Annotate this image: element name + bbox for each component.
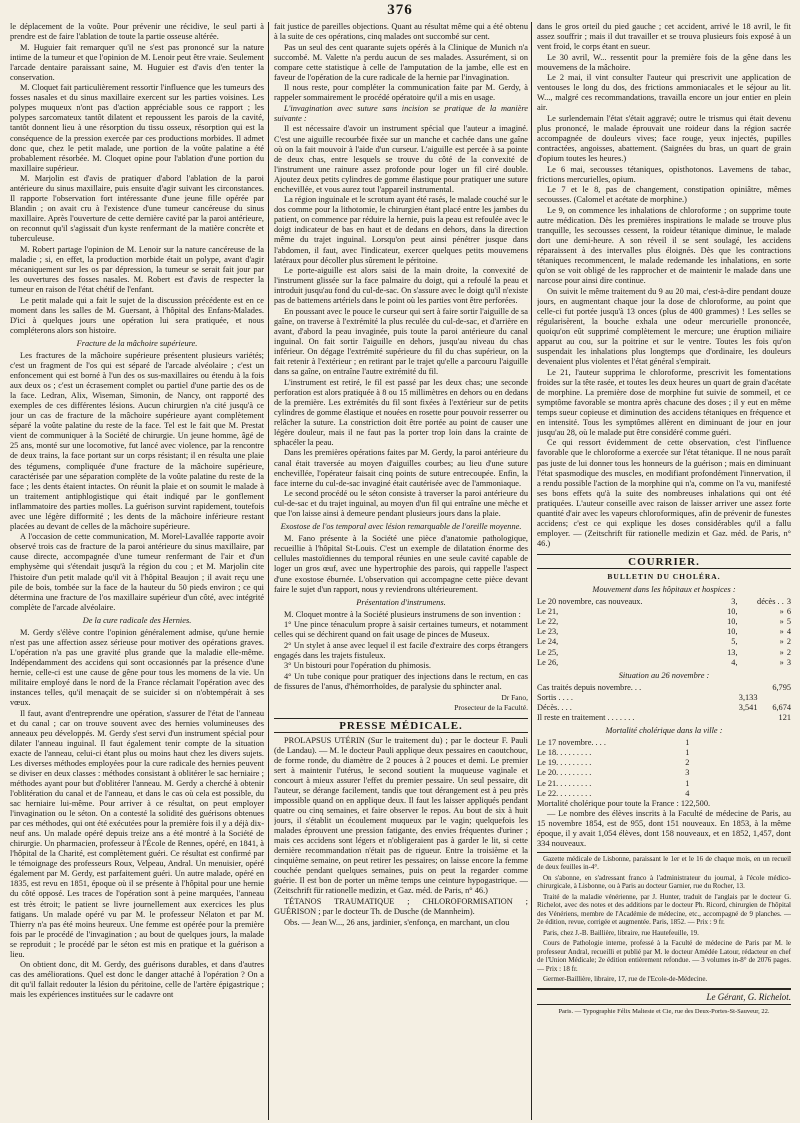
bibliography-entry: Germer-Baillière, libraire, 17, rue de l'Ecole-de-Médecine. xyxy=(543,975,708,983)
mortality-row xyxy=(537,748,689,758)
movement-cell: 6 xyxy=(786,607,791,617)
movement-cell: 3, xyxy=(731,597,738,607)
mortality-cell: 1 xyxy=(685,748,690,758)
movement-cell: Le 24, xyxy=(537,637,559,647)
paragraph: On suivit le même traitement du 9 au 20 mai, c'est-à-dire pendant douze jours, en augmentant chaque jour la dose de chloroforme, au point que celle-ci fut portée jusqu'à 13 onces (plus de 400 grammes) ! Les selles se régularisèrent, la bouche exhala une odeur mercurielle prononcée, quoiqu'on eût supprimé complètement le mercure; une éruption miliaire apparut au cou, sur la poitrine et sur le ventre. Toutes les fois qu'on suspendait les inhalations plus longtemps que d'ordinaire, les douleurs devenaient plus violentes et l'état général s'empirait. xyxy=(537,286,791,367)
imprint: Paris. — Typographie Félix Malteste et Cie, rue des Deux-Portes-St-Sauveur, 22. xyxy=(558,1007,770,1015)
paragraph: M. Robert partage l'opinion de M. Lenoir sur la nature cancéreuse de la maladie ; si, en effet, la production morbide était un polype, avant d'agir mécaniquement sur les os par dépression, la tumeur se serait fait jour par les ouvertures des fosses nasales. M. Robert est d'avis de respecter la tumeur en raison de l'état chétif de l'enfant. xyxy=(10,245,264,295)
paragraph: Le petit malade qui a fait le sujet de la discussion précédente est en ce moment dans les salles de M. Guersant, à l'hôpital des Enfans-Malades. D'ici à quelques jours une opération lui sera pratiquée, et nous compléterons alors son histoire. xyxy=(10,295,264,335)
mortality-row xyxy=(537,779,689,789)
divider xyxy=(537,988,791,990)
paragraph: Le 21, l'auteur supprima le chloroforme, prescrivit les fomentations froides sur la tête rasée, et toutes les deux heures un quart de grain d'acétate de morphine. La première dose de morphine fut suivie de sommeil, et ce symptôme favorable se montra après chacune des doses ; il y eut en même temps sueur copieuse et diminution des accidens tétaniques en fréquence et en intensité. Tous les symptômes allèrent en diminuant de jour en jour jusqu'au 28, où le malade put être considéré comme guéri. xyxy=(537,367,791,437)
paragraph: 3° Un bistouri pour l'opération du phimosis. xyxy=(284,661,431,671)
subheading: Exostose de l'os temporal avec lésion remarquable de l'oreille moyenne. xyxy=(280,522,522,532)
movement-cell: 10, xyxy=(727,627,738,637)
paragraph: Le porte-aiguille est alors saisi de la main droite, la convexité de l'instrument glissée sur la face palmaire du doigt, qui a refoulé la peau et introduit jusqu'au fond du cul-de-sac. On s'assure avec le doigt qu'il n'existe pas de battemens artériels dans le point où les parties vont être perforées. xyxy=(274,266,528,306)
paragraph: M. Cloquet montre à la Société plusieurs instrumens de son invention : xyxy=(284,609,521,619)
paragraph: — Le nombre des élèves inscrits à la Faculté de médecine de Paris, au 15 novembre 1854, est de 955, dont 151 nouveaux. En 1853, à la même époque, il y avait 1,054 élèves, dont 158 nouveaux, et en 1852, 1,457, dont 334 nouveaux. xyxy=(537,809,791,849)
situation-row xyxy=(537,683,791,693)
situation-cell: 3,541 xyxy=(738,702,758,712)
situation-table xyxy=(537,683,791,723)
paragraph: Pas un seul des cent quarante sujets opérés à la Clinique de Munich n'a succombé. M. Valette n'a perdu aucun de ses malades. Assurément, si on compare cette statistique à celle de l'amputation de la jambe, elle est en faveur de l'opération de la cure radicale de la hernie par l'invagination. xyxy=(274,42,528,82)
movement-cell: 5, xyxy=(731,637,738,647)
situation-cell: Cas traités depuis novembre. . . xyxy=(537,682,642,692)
bibliography-entry: Cours de Pathologie interne, professé à la Faculté de médecine de Paris par M. le professeur Andral, recueilli et publié par M. le docteur Amédée Latour, rédacteur en chef de l'Union Médicale; 2e édition entièrement refondue. — 3 volumes in-8° de 2076 pages. — Prix : 18 fr. xyxy=(537,939,791,973)
movement-cell: » xyxy=(779,607,784,617)
situation-cell xyxy=(724,683,758,693)
movement-cell: Le 22, xyxy=(537,617,559,627)
subheading: Situation au 26 novembre : xyxy=(618,670,710,680)
paragraph: Le 7 et le 8, pas de changement, constipation opiniâtre, mêmes secousses. (Calomel et acétate de morphine.) xyxy=(537,185,791,205)
mortality-cell: Le 21. . . . . . . . . xyxy=(537,778,592,788)
movement-cell: 10, xyxy=(727,607,738,617)
bibliography-entry: Gazette médicale de Lisbonne, paraissant le 1er et le 16 de chaque mois, en un recueil de deux feuilles in-4°. xyxy=(537,854,791,871)
movement-cell: 4 xyxy=(786,627,791,637)
mortality-cell: Le 18. . . . . . . . . xyxy=(537,748,592,758)
movement-row xyxy=(537,617,791,627)
movement-cell: Le 25, xyxy=(537,647,559,657)
paragraph: Il est nécessaire d'avoir un instrument spécial que l'auteur a imaginé. C'est une aiguille recourbée fixée sur un manche et cachée dans une gaîne où on la fait mouvoir à l'aide d'un curseur. L'aiguille est percée à sa pointe de deux chas, entre lesquels se trouve du côté de la convexité de l'instrument une rainure assez profonde pour loger un fil ciré double. Ajoutez deux petits cylindres de gomme élastique pour pratiquer une suture enchevillée, et vous aurez tout l'appareil instrumental. xyxy=(274,124,528,194)
paragraph: TÉTANOS TRAUMATIQUE ; CHLOROFORMISATION ; GUÉRISON ; par le docteur Th. de Dusche (de Mannheim). xyxy=(274,896,528,916)
paragraph: Le 30 avril, W... ressentit pour la première fois de la gêne dans les mouvemens de la mâchoire. xyxy=(537,52,791,72)
paragraph: le déplacement de la voûte. Pour prévenir une récidive, le seul parti à prendre est de faire l'ablation de toute la partie osseuse altérée. xyxy=(10,22,264,42)
subheading: Présentation d'instrumens. xyxy=(356,597,446,607)
movement-cell: Le 26, xyxy=(537,657,559,667)
paragraph: M. Fano présente à la Société une pièce d'anatomie pathologique, recueillie à l'hôpital St-Louis. C'est un exemple de dilatation énorme des cellules mastoïdiennes du temporal réunies en une seule cavité capable de loger un gros œuf, avec une hypertrophie des parois, qui rappelle l'aspect d'une exostose éburnée. L'observation qui accompagne cette pièce devant faire le sujet d'un rapport, nous y reviendrons ultérieurement. xyxy=(274,534,528,594)
paragraph: Les fractures de la mâchoire supérieure présentent plusieurs variétés; c'est un fragment de l'os qui est séparé de l'arcade alvéolaire ; c'est un enfoncement qui est borné à l'un des os sus-maxillaires ou étendu à la fois aux deux os ; c'est un écrasement complet ou partiel d'une partie des os de la face. Ledran, Alix, Wiseman, Simonin, de Nancy, ont rapporté des exemples de ces différentes lésions. Aucun chirurgien n'a cité jusqu'à ce jour un cas de fracture de la mâchoire supérieure ayant complètement séparé la voûte palatine du reste de la face. Tel est le fait que M. Prestat vient de communiquer à la Société de chirurgie. Un jeune homme, âgé de 25 ans, monté sur une locomotive, fut lancé avec violence, par la rencontre de deux trains, la face portant sur un corps résistant; il en résulta une plaie des tégumens, compliquée d'une fracture de la mâchoire supérieure, caractérisée par une séparation complète de la voûte palatine du reste de la face ; les dents étaient intactes. On réunit la plaie et on soumit le malade à un traitement antiphlogistique qui était indiqué par le gonflement inflammatoire des parties molles. La guérison survint rapidement, toutefois avec une légère difformité ; les dents de la mâchoire inférieure restant placées au devant de celles de la mâchoire supérieure. xyxy=(10,351,264,531)
mortality-cell: 2 xyxy=(685,758,690,768)
paragraph: La région inguinale et le scrotum ayant été rasés, le malade couché sur le dos comme pour la lithotomie, le chirurgien étant placé entre les jambes du patient, on commence par réduire la hernie, puis la peau est refoulée avec le doigt indicateur de bas en haut et de dedans en dehors, dans la direction même du trajet inguinal. Lorsqu'on peut ainsi pénétrer jusque dans l'abdomen, il faut, avec l'indicateur, exercer quelques petits mouvemens latéraux pour décoller plus sûrement le péritoine. xyxy=(274,195,528,265)
column-3 xyxy=(537,22,791,1118)
subheading: Fracture de la mâchoire supérieure. xyxy=(76,338,198,348)
movement-row xyxy=(537,597,791,607)
situation-row xyxy=(537,703,791,713)
movement-cell: » xyxy=(779,647,784,657)
paragraph: fait justice de pareilles objections. Quant au résultat même qui a été obtenu à la suite de ces opérations, cinq malades ont succombé sur cent. xyxy=(274,22,528,42)
mortality-row xyxy=(537,738,689,748)
paragraph: L'invagination avec suture sans incision se pratique de la manière suivante : xyxy=(274,103,528,123)
movement-cell: Le 23, xyxy=(537,627,559,637)
movement-cell: Le 21, xyxy=(537,607,559,617)
movement-cell: 4, xyxy=(731,657,738,667)
mortality-total: Mortalité cholérique pour toute la France : 122,500. xyxy=(537,798,711,808)
mortality-row xyxy=(537,768,689,778)
signature-name: Dr Fano, xyxy=(501,692,528,702)
page-number: 376 xyxy=(387,2,413,18)
movement-row xyxy=(537,648,791,658)
mortality-cell: Le 19. . . . . . . . . xyxy=(537,758,592,768)
paragraph: M. Cloquet fait particulièrement ressortir l'influence que les tumeurs des fosses nasales et du sinus maxillaire exercent sur les parties voisines. Les polypes muqueux n'ont pas d'action appréciable sous ce rapport ; les polypes sarcomateux tantôt dilatent et repoussent les parois de la cavité, tantôt donnent lieu à une résorption du tissu osseux, résorption qui est la conséquence de la pression exercée par ces productions morbides. Il admet donc que, chez le petit malade, une portion de la voûte palatine a été probablement résorbée. M. Cloquet opine pour l'ablation d'une portion du maxillaire supérieur. xyxy=(10,83,264,173)
mortality-cell: 1 xyxy=(685,778,690,788)
situation-row xyxy=(537,713,791,723)
bulletin-heading: BULLETIN DU CHOLÉRA. xyxy=(607,571,721,581)
paragraph: dans le gros orteil du pied gauche ; cet accident, arrivé le 18 avril, le fit assez souffrir ; mais il dut travailler et se trouva plusieurs fois exposé à un vent froid, le corps étant en sueur. xyxy=(537,22,791,52)
mortality-cell: 1 xyxy=(685,738,690,748)
paragraph: M. Gerdy s'élève contre l'opinion généralement admise, qu'une hernie n'est pas une affection assez sérieuse pour motiver des opérations graves. L'opération n'a pas une gravité plus grande que la maladie elle-même. Indépendamment des accidens qui sont occasionnés par la présence d'une hernie, celle-ci est une cause de gêne pour tous les momens de la vie. Un militaire employé dans le nord de la France réclamait l'opération avec des instances telles, qu'il menaçait de se suicider si on n'obtempérait à ses vœux. xyxy=(10,627,264,708)
subheading: De la cure radicale des Hernies. xyxy=(82,615,192,625)
movement-row xyxy=(537,607,791,617)
situation-row xyxy=(537,693,791,703)
movement-row xyxy=(537,637,791,647)
movement-cell: décès . . xyxy=(757,597,784,607)
bibliography-entry: On s'abonne, en s'adressant franco à l'administrateur du journal, à l'école médico-chirurgicale, à Lisbonne, ou à Paris au docteur Garnier, rue du Rocher, 13. xyxy=(537,873,791,890)
bibliography-entry: Paris, chez J.-B. Baillière, libraire, rue Hautefeuille, 19. xyxy=(543,928,699,937)
situation-cell: Décès. . . . xyxy=(537,702,572,712)
mortality-cell: Le 20. . . . . . . . . xyxy=(537,768,592,778)
situation-cell: 6,674 xyxy=(772,702,791,712)
paragraph: Il faut, avant d'entreprendre une opération, s'assurer de l'état de l'anneau et du canal ; car on trouve souvent avec des hernies volumineuses des anneaux peu développés. M. Gerdy s'est servi d'un instrument spécial pour dilater l'anneau inguinal. Il faut également tenir compte de la situation exacte de l'anneau, celui-ci étant plus ou moins haut chez les divers sujets. Les diverses méthodes employées pour la cure radicale des hernies peuvent se diviser en deux classes : méthodes consistant à oblitérer le sac herniaire ; méthodes ayant pour but d'oblitérer l'anneau. M. Gerdy a cherché à obtenir l'oblitération du canal et de l'anneau, et dans le cas où cela est possible, du sac herniaire lui-même. Pour arriver à ce résultat, on peut employer l'invagination ou le séton. On a contesté la solidité des guérisons obtenues par ces méthodes, qui ont été exécutées pour la première fois il y a déjà dix-neuf ans. Un malade opéré depuis treize ans a été montré à la Société de chirurgie. Un pharmacien, professeur à l'École de Rennes, opéré, en 1841, à l'hôpital de la Charité, est complètement guéri. Ce résultat est confirmé par le témoignage des professeurs Roux, Velpeau, Andral. Un menuisier, opéré également par M. Gerdy, est parfaitement guéri. Un autre malade, opéré en 1835, est revu en 1851, époque où il se présente à l'hôpital pour une hernie du côté opposé. Les traces de l'opération sont à peine marquées, l'anneau est très étroit; le patient se livre journellement aux exercices les plus fatigans. Un malade opéré vu par M. le professeur Nélaton et par M. Thierry n'a pas été moins heureux. Une femme est opérée pour la première fois par le procédé de l'invagination ; au bout de quelques jours, la malade se reproduit ; le procédé par le séton est mis en pratique et la guérison a lieu. xyxy=(10,708,264,959)
movement-cell: 2 xyxy=(786,637,791,647)
movement-cell: » xyxy=(779,637,784,647)
column-divider xyxy=(268,22,269,1120)
paragraph: Il nous reste, pour compléter la communication faite par M. Gerdy, à rappeler sommairement le procédé opératoire qu'il a mis en usage. xyxy=(274,83,528,103)
paragraph: Le 9, on commence les inhalations de chloroforme ; on supprime toute autre médication. Dès les premières inspirations le malade se trouve plus tranquille, les secousses cessent, la roideur tétanique diminue, le malade dort une demi-heure. A son réveil il se sent soulagé, les accidens réparaissent à des intervalles plus éloignés. Dès que les contractions tétaniques recommencent, le malade redemande les inhalations, en sorte qu'on se voit obligé de les rapprocher et de maintenir le malade dans une narcose pour ainsi dire continue. xyxy=(537,205,791,286)
paragraph: 2° Un stylet à anse avec lequel il est facile d'extraire des corps étrangers engagés dans les trajets fistuleux. xyxy=(274,640,528,660)
paragraph: 1° Une pince ténaculum propre à saisir certaines tumeurs, et notamment celles qui se déchirent quand on fait usage de pinces de Museux. xyxy=(274,620,528,640)
column-1 xyxy=(10,22,264,1118)
movement-cell: 5 xyxy=(786,617,791,627)
section-heading-courrier: COURRIER. xyxy=(537,554,791,569)
paragraph: 4° Un tube conique pour pratiquer des injections dans le rectum, en cas de fissures de l'anus, d'hémorrhoïdes, de paralysie du sphincter anal. xyxy=(274,671,528,691)
mortality-cell: 3 xyxy=(685,768,690,778)
column-2 xyxy=(274,22,528,1118)
divider xyxy=(537,852,791,853)
mortality-cell: Le 22. . . . . . . . . xyxy=(537,788,592,798)
mortality-cell: 4 xyxy=(685,788,690,798)
paragraph: Le surlendemain l'état s'était aggravé; outre le trismus qui était devenu plus prononcé, le malade éprouvait une roideur dans la région sacrée accompagnée de douleurs vives; face rouge, yeux injectés, pupilles contractées, angoisses, abattement. (Saignées du bras, un quart de grain d'opium toutes les heures.) xyxy=(537,113,791,164)
movement-cell: Le 20 novembre, cas nouveaux. xyxy=(537,597,643,607)
situation-cell: 6,795 xyxy=(772,682,791,692)
paragraph: En poussant avec le pouce le curseur qui sert à faire sortir l'aiguille de sa gaîne, on traverse à l'extrémité la plus reculée du cul-de-sac, et d'arrière en avant, d'abord la peau invaginée, puis toute la paroi antérieure du canal inguinal. On fait sortir l'aiguille en dehors, jusqu'au niveau du chas inférieur. On dégage l'extrémité supérieure du fil du chas supérieur, on la fait retenir à l'extérieur ; en retirant par le trajet qu'elle a parcouru l'aiguille dans sa gaîne, on entraîne l'autre extrémité du fil. xyxy=(274,306,528,377)
situation-cell: 3,133 xyxy=(738,692,758,702)
movement-cell: » xyxy=(779,657,784,667)
subheading: Mortalité cholérique dans la ville : xyxy=(605,726,723,736)
mortality-table xyxy=(537,738,689,799)
movement-cell: 10, xyxy=(727,617,738,627)
paragraph: A l'occasion de cette communication, M. Morel-Lavallée rapporte avoir observé trois cas de fracture de la paroi antérieure du sinus maxillaire, par cause directe, accompagnée d'une tumeur renfermant de l'air et d'un emphysème qui s'étendait jusqu'à la région du cou ; et M. Marjolin cite l'histoire d'un petit malade qu'il vit à l'hôpital Beaujon ; il avait reçu une pile de bois, tombée sur la face de la hauteur du 50 pieds environ ; ce qui détermina une fracture de l'os maxillaire supérieur d'un côté, avec intégrité complète de l'arcade alvéolaire. xyxy=(10,532,264,612)
paragraph: L'instrument est retiré, le fil est passé par les deux chas; une seconde perforation est alors pratiquée à 8 ou 15 millimètres en dehors ou en dedans de la première. Les extrémités du fil sont fixées à l'extérieur sur de petits cylindres de gomme élastique et nouées en rosette pour pouvoir resserrer ou relâcher la suture. La constriction doit être portée au point de causer une légère douleur, mais il ne faut pas la porter trop loin dans la crainte de sphacéler la peau. xyxy=(274,377,528,447)
paragraph: Dans les premières opérations faites par M. Gerdy, la paroi antérieure du canal était traversée au moyen d'aiguilles courbes; au lieu d'une suture enchevillée, l'opérateur faisait cinq points de suture entrecoupée. Enfin, la face interne du cul-de-sac invaginé était cautérisée avec de l'ammoniaque. xyxy=(274,448,528,488)
movement-table xyxy=(537,597,791,668)
movement-cell: 3 xyxy=(786,597,791,607)
movement-cell: 3 xyxy=(786,657,791,667)
situation-cell xyxy=(724,713,758,723)
paragraph: M. Huguier fait remarquer qu'il ne s'est pas prononcé sur la nature intime de la tumeur et que l'opinion de M. Lenoir peut être vraie. Seulement l'arcade dentaire paraissant saine, M. Huguier est d'avis d'en tenter la conservation. xyxy=(10,42,264,82)
divider xyxy=(537,1004,791,1005)
paragraph: Ce qui ressort évidemment de cette observation, c'est l'influence favorable que le chloroforme a exercée sur l'état tétanique. Il ne nous paraît pas juste de lui donner tous les honneurs de la guérison ; mais en diminuant l'état spasmodique des muscles, en modifiant profondément l'innervation, il a rendu possible l'action de la morphine qui n'a, comme on l'a vu, manifesté ses bons effets qu'à la suite des nombreuses inhalations qui ont été pratiquées. L'auteur conseille avec raison de laisser arriver une assez forte quantité d'air avec les vapeurs chloroformiques, afin de prévenir de funestes accidens; c'est ce qui explique les doses considérables qu'il a fallu employer. — (Zeitschrift für rationelle medizin et Gaz. méd. de Paris, n° 46.) xyxy=(537,438,791,548)
movement-cell: 13, xyxy=(727,647,738,657)
paragraph: Le second procédé ou le séton consiste à traverser la paroi antérieure du cul-de-sac et du trajet inguinal, au moyen d'un fil qui entraîne une mèche et que l'on laisse ainsi à demeure pendant plusieurs jours dans la plaie. xyxy=(274,489,528,519)
paragraph: Obs. — Jean W..., 26 ans, jardinier, s'enfonça, en marchant, un clou xyxy=(284,917,510,927)
situation-cell: Il reste en traitement . . . . . . . xyxy=(537,713,635,723)
movement-row xyxy=(537,627,791,637)
movement-row xyxy=(537,658,791,668)
mortality-row xyxy=(537,758,689,768)
paragraph: M. Marjolin est d'avis de pratiquer d'abord l'ablation de la paroi antérieure du sinus maxillaire, puis ensuite d'agir suivant les circonstances. Il rapporte l'observation fort intéressante d'une jeune fille opérée par Blandin ; on avait cru à l'existence d'une tumeur cancéreuse du sinus maxillaire. Après l'ouverture de cette dernière cavité par la paroi antérieure, on reconnut qu'il s'agissait d'un kyste renfermant de la matière concrète et tuberculeuse. xyxy=(10,174,264,244)
paragraph: Le 6 mai, secousses tétaniques, opisthotonos. Lavemens de tabac, frictions mercurielles, opium. xyxy=(537,164,791,184)
paragraph: PROLAPSUS UTÉRIN (Sur le traitement du) ; par le docteur F. Pauli (de Landau). — M. le docteur Pauli applique deux pessaires en caoutchouc, de forme ronde, du diamètre de 2 pouces à 2 pouces et demi. Le premier sert à maintenir l'utérus, le second soutient la muqueuse vaginale et concourt à mieux assurer l'effet du premier pessaire. Un seul pessaire, dit l'auteur, se dérange facilement, tandis que tout dérangement est à peu près impossible quand on en applique deux. Il faut les laisser appliqués pendant quatre ou cinq semaines, et faire observer le repos. Au bout de six à huit jours, il s'établit un écoulement muqueux par le vagin; quelquefois les malades éprouvent une pression fatigante, des envies fréquentes d'uriner ; mais ces accidens sont légers et n'obligeraient pas à garder le lit, si cette dernière recommandation n'était pas de rigueur. Entre la troisième et la cinquième semaine, on peut retirer les pessaires; on laisse encore la femme couchée pendant quelques semaines, puis on peut la regarder comme guérie. Il est bon de porter un même temps une ceinture hypogastrique. — (Zeitschrift für rationelle medizin, et Gaz. méd. de Paris, n° 46.) xyxy=(274,735,528,896)
paragraph: Le 2 mai, il vint consulter l'auteur qui prescrivit une application de ventouses le long du dos, des frictions ammoniacales et le séjour au lit. W..., malgré ces recommandations, travailla encore un jour entier en plein air. xyxy=(537,73,791,113)
column-divider xyxy=(531,22,532,1120)
movement-cell: » xyxy=(779,617,784,627)
situation-cell xyxy=(757,693,791,703)
movement-cell: 2 xyxy=(786,647,791,657)
paragraph: On obtient donc, dit M. Gerdy, des guérisons durables, et dans d'autres cas des améliorations. Quel est donc le danger attaché à l'opération ? On a dit qu'il fallait redouter la lésion du péritoine, celle de l'artère épigastrique ; mais les expériences instituées sur le cadavre ont xyxy=(10,960,264,1000)
signature-title: Prosecteur de la Faculté. xyxy=(454,702,528,712)
situation-cell: Sortis . . . . xyxy=(537,692,573,702)
gerant-signature: Le Gérant, G. Richelot. xyxy=(706,991,791,1002)
bibliography-entry: Traité de la maladie vénérienne, par J. Hunter, traduit de l'anglais par le docteur G. Richelot, avec des notes et des additions par le docteur Ph. Ricord, chirurgien de l'hôpital des Vénériens, membre de l'Académie de médecine, etc., accompagné de 9 planches. — 2e édition, revue, corrigée et augmentée. Paris, 1852. — Prix : 9 fr. xyxy=(537,892,791,926)
subheading: Mouvement dans les hôpitaux et hospices : xyxy=(592,585,736,595)
section-heading-presse-medicale: PRESSE MÉDICALE. xyxy=(274,718,528,733)
movement-cell: » xyxy=(779,627,784,637)
situation-cell: 121 xyxy=(778,713,791,723)
mortality-cell: Le 17 novembre. . . . xyxy=(537,738,606,748)
mortality-row xyxy=(537,789,689,799)
